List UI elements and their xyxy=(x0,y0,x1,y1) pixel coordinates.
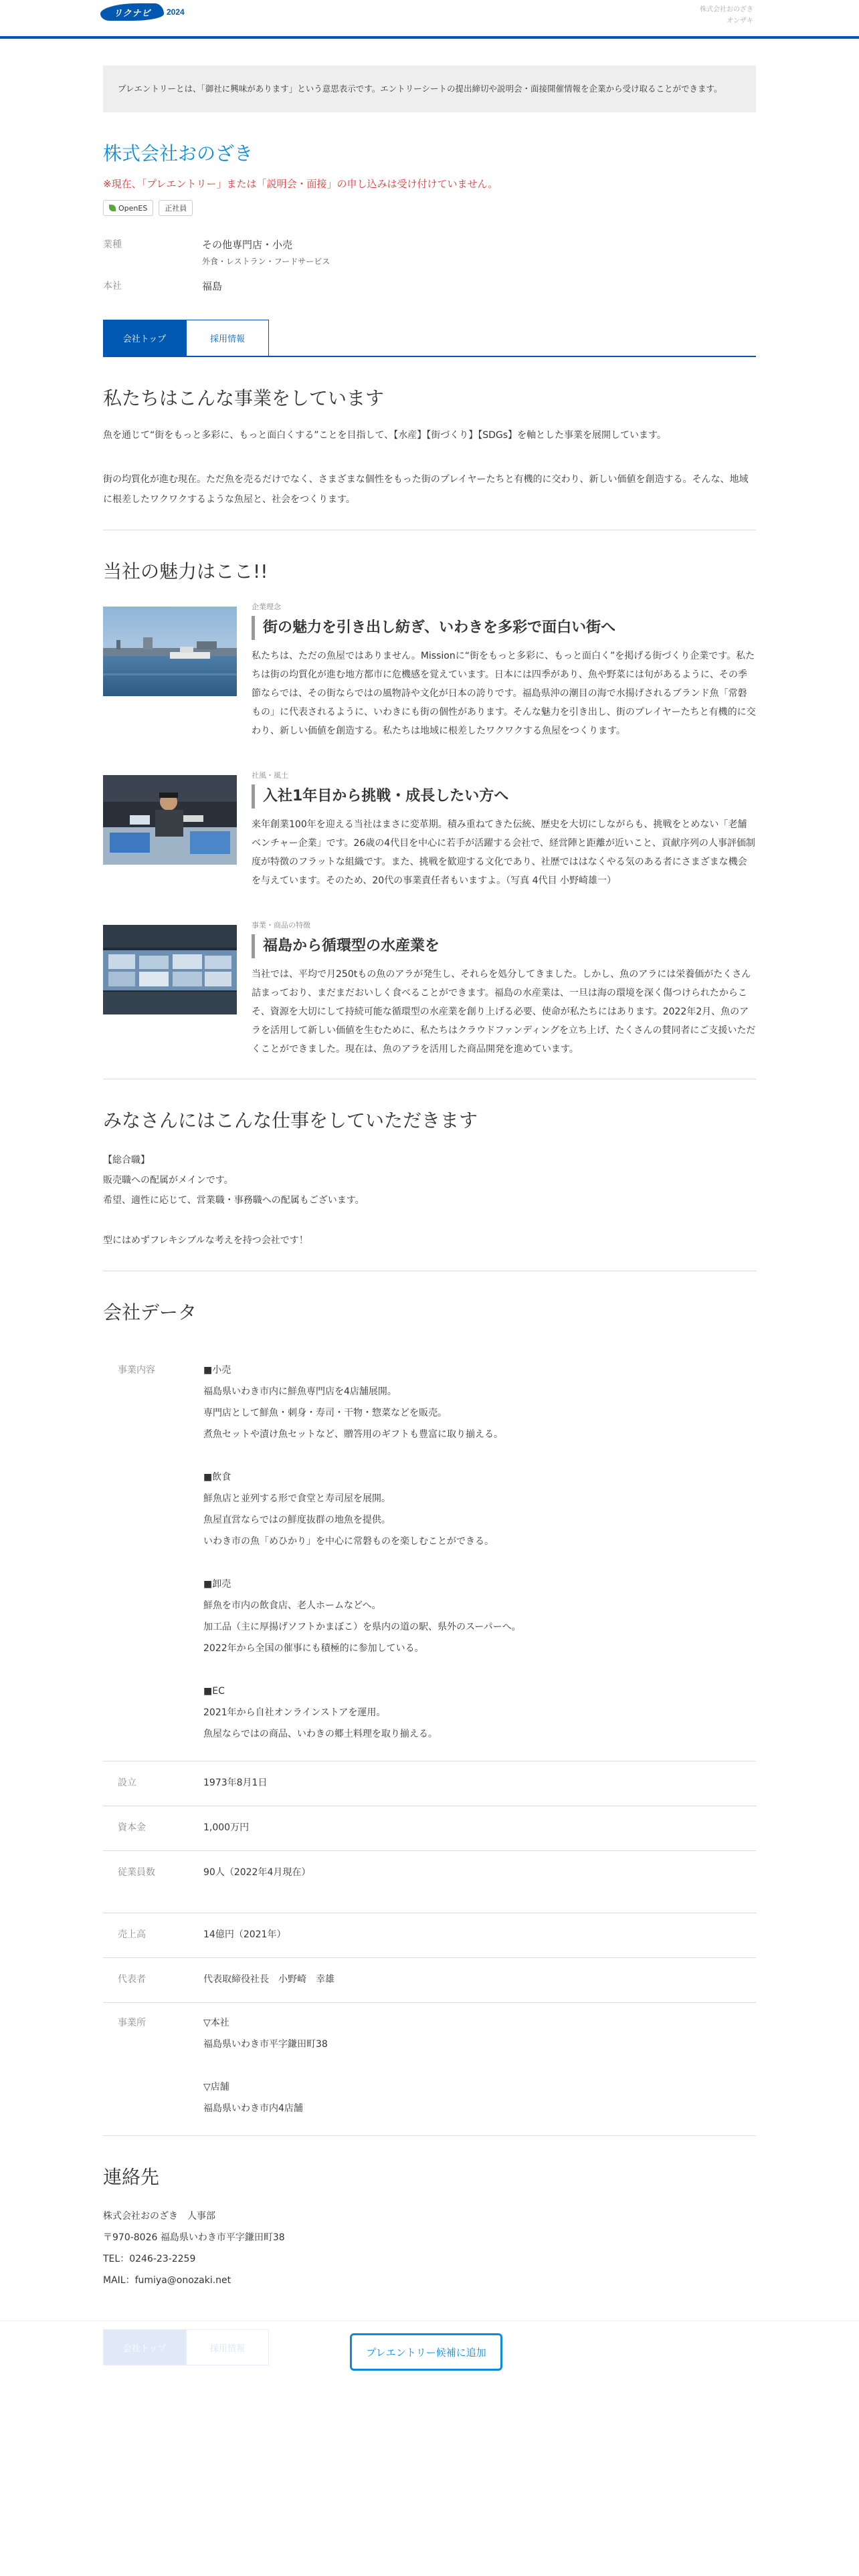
company-data-label: 従業員数 xyxy=(118,1867,155,1878)
tag-openes xyxy=(103,200,153,216)
company-data-value xyxy=(203,2012,756,2119)
company-data-row xyxy=(103,1851,756,1913)
tag-fulltime xyxy=(159,200,193,216)
work-line: 【総合職】 xyxy=(103,1155,150,1166)
charm-category: 事業・商品の特徴 xyxy=(252,921,310,930)
company-data-label: 代表者 xyxy=(118,1974,146,1985)
company-data-value: 90人（2022年4月現在） xyxy=(203,1867,311,1878)
charm-title: 入社1年目から挑戦・成長したい方へ xyxy=(252,784,756,809)
business-paragraph-1: 魚を通じて“街をもっと多彩に、もっと面白くする”ことを目指して、【水産】【街づくり】【SDGs】を軸とした事業を展開しています。 xyxy=(103,430,666,441)
company-data-value: 14億円（2021年） xyxy=(203,1929,286,1940)
business-section xyxy=(103,384,756,510)
company-data-label: 設立 xyxy=(118,1778,136,1788)
pre-entry-notice: プレエントリーとは、「御社に興味があります」という意思表示です。エントリーシートの提出締切や説明会・面接開催情報を企業から受け取ることができます。 xyxy=(103,66,756,112)
data-line: ■EC xyxy=(203,1686,225,1697)
data-line: ▽店舗 xyxy=(203,2082,229,2092)
harbor-photo xyxy=(103,607,237,696)
company-data-value xyxy=(203,1360,756,1745)
work-heading: みなさんにはこんな仕事をしていただきます xyxy=(103,1109,478,1132)
data-line: 魚屋ならではの商品、いわきの郷土料理を取り揃える。 xyxy=(203,1729,438,1739)
data-line: ■卸売 xyxy=(203,1579,231,1590)
data-line: 魚屋直営ならではの鮮度抜群の地魚を提供。 xyxy=(203,1515,391,1525)
charm-category: 企業理念 xyxy=(252,603,281,611)
company-data-section xyxy=(103,1298,756,2136)
spacer xyxy=(203,2055,756,2076)
company-data-label: 事業所 xyxy=(118,2018,146,2028)
contact-line: MAIL：fumiya@onozaki.net xyxy=(103,2275,231,2286)
contact-line: 〒970-8026 福島県いわき市平字鎌田町38 xyxy=(103,2232,285,2243)
data-line: 鮮魚を市内の飲食店、老人ホームなどへ。 xyxy=(203,1600,381,1611)
tag-label: 正社員 xyxy=(165,204,187,213)
industry-label: 業種 xyxy=(103,239,122,250)
data-line: 福島県いわき市内に鮮魚専門店を4店舗展開。 xyxy=(203,1386,397,1397)
data-line: 福島県いわき市内4店舗 xyxy=(203,2103,303,2114)
charm-item xyxy=(103,601,756,740)
company-data-value: 代表取締役社長 小野崎 幸雄 xyxy=(203,1974,335,1985)
company-tags xyxy=(103,200,756,216)
site-header xyxy=(0,0,859,39)
company-data-value: 1,000万円 xyxy=(203,1822,250,1833)
charm-category: 社風・風土 xyxy=(252,771,288,780)
charm-section xyxy=(103,557,756,1059)
company-data-row xyxy=(103,1350,756,1761)
company-name: 株式会社おのざき xyxy=(103,142,254,165)
contact-section xyxy=(103,2163,756,2291)
spacer xyxy=(103,1210,756,1230)
charm-text: 当社では、平均で月250tもの魚のアラが発生し、それらを処分してきました。しかし、魚のアラには栄養価がたくさん詰まっており、まだまだおいしく食べることができます。福島の水産業は、一旦は海の環境を深く傷つけられたからこそ、資源を大切にして持続可能な循環型の水産業を創り上げる必要、使命が私たちにはあります。2022年2月、魚のアラを活用して新しい価値を生むために、私たちはクラウドファンディングを立ち上げ、たくさんの賛同者にご支援いただくことができました。現在は、魚のアラを活用した商品開発を進めています。 xyxy=(252,969,756,1055)
industry-value-wrap xyxy=(202,237,330,267)
data-line: ■小売 xyxy=(203,1365,231,1376)
sticky-footer xyxy=(0,2321,859,2401)
hq-row xyxy=(103,276,756,296)
charm-text: 私たちは、ただの魚屋ではありません。Missionに“街をもっと多彩に、もっと面白く”を掲げる街づくり企業です。私たちは街の均質化が進む地方都市に危機感を覚えています。日本には四季があり、魚や野菜には旬があるように、その季節ならでは、その街ならではの風物詩や文化が日本の誇りです。福島県沖の潮目の海で水揚げされるブランド魚「常磐もの」に代表されるように、いわきにも街の個性があります。そんな魅力を引き出し、街のプレイヤーたちと有機的に交わり、新しい価値を創造する。私たちは地域に根差したワクワクする魚屋をつくります。 xyxy=(252,651,756,736)
charm-title: 福島から循環型の水産業を xyxy=(252,934,756,958)
contact-line: TEL：0246-23-2259 xyxy=(103,2254,196,2264)
header-company-kana: オンザキ xyxy=(727,17,753,25)
work-line: 販売職への配属がメインです。 xyxy=(103,1175,233,1186)
data-line: 専門店として鮮魚・刺身・寿司・干物・惣菜などを販売。 xyxy=(203,1408,447,1418)
charm-body xyxy=(252,770,756,890)
work-section xyxy=(103,1106,756,1251)
company-data-value: 1973年8月1日 xyxy=(203,1778,268,1788)
data-line: いわき市の魚「めひかり」を中心に常磐ものを楽しむことができる。 xyxy=(203,1536,494,1547)
hq-value: 福島 xyxy=(202,280,223,292)
industry-sub: 外食・レストラン・フードサービス xyxy=(202,257,330,266)
fish-products-photo xyxy=(103,925,237,1014)
spacer xyxy=(203,1659,756,1681)
company-data-label: 売上高 xyxy=(118,1929,146,1940)
spacer xyxy=(203,1445,756,1467)
charm-item xyxy=(103,920,756,1059)
data-line: ▽本社 xyxy=(203,2018,229,2028)
company-data-row xyxy=(103,2003,756,2136)
main-content xyxy=(103,66,756,2291)
charm-heading: 当社の魅力はここ!! xyxy=(103,560,268,582)
data-line: 鮮魚店と並列する形で食堂と寿司屋を展開。 xyxy=(203,1493,391,1504)
charm-text: 来年創業100年を迎える当社はまさに変革期。積み重ねてきた伝統、歴史を大切にしながらも、挑戦をとめない「老舗ベンチャー企業」です。26歳の4代目を中心に若手が活躍する会社で、経営陣と距離が近いこと、貢献序列の人事評価制度が特徴のフラットな組織です。また、挑戦を歓迎する文化であり、社歴でははなくやる気のある者にさまざまな機会を与えています。そのため、20代の事業責任者もいますよ。（写真 4代目 小野崎雄一） xyxy=(252,819,755,886)
contact-heading: 連絡先 xyxy=(103,2166,160,2188)
data-line: 2022年から全国の催事にも積極的に参加している。 xyxy=(203,1643,424,1654)
footer-tab-company-top[interactable]: 会社トップ xyxy=(103,2329,186,2365)
business-heading: 私たちはこんな事業をしています xyxy=(103,387,385,409)
company-tabs xyxy=(103,320,756,357)
logo-mark xyxy=(100,3,164,21)
charm-item xyxy=(103,770,756,890)
data-line: 加工品（主に厚揚げソフトかまぼこ）を県内の道の駅、県外のスーパーへ。 xyxy=(203,1622,521,1632)
charm-title: 街の魅力を引き出し紡ぎ、いわきを多彩で面白い街へ xyxy=(252,616,756,640)
staff-photo xyxy=(103,775,237,865)
data-line: 2021年から自社オンラインストアを運用。 xyxy=(203,1707,386,1718)
company-data-label: 資本金 xyxy=(118,1822,146,1833)
company-summary xyxy=(103,235,756,296)
footer-tab-recruit-info[interactable]: 採用情報 xyxy=(186,2329,269,2365)
header-company-name: 株式会社おのざき xyxy=(700,6,753,13)
contact-line: 株式会社おのざき 人事部 xyxy=(103,2211,215,2222)
add-pre-entry-button[interactable]: プレエントリー候補に追加 xyxy=(350,2333,502,2371)
work-line: 希望、適性に応じて、営業職・事務職への配属もございます。 xyxy=(103,1195,365,1206)
logo-year: 2024 xyxy=(167,7,185,17)
company-data-label: 事業内容 xyxy=(118,1365,155,1376)
industry-value: その他専門店・小売 xyxy=(202,239,293,251)
industry-row xyxy=(103,235,756,270)
company-data-row xyxy=(103,1913,756,1958)
contact-details xyxy=(103,2206,756,2291)
entry-closed-alert: ※現在、「プレエントリー」または「説明会・面接」の申し込みは受け付けていません。 xyxy=(103,178,498,190)
company-data-heading: 会社データ xyxy=(103,1301,197,1323)
data-line: 煮魚セットや漬け魚セットなど、贈答用のギフトも豊富に取り揃える。 xyxy=(203,1429,503,1440)
leaf-icon xyxy=(109,205,116,211)
spacer xyxy=(203,1552,756,1574)
data-line: 福島県いわき市平字鎌田町38 xyxy=(203,2039,328,2050)
logo-text: リクナビ xyxy=(113,8,151,19)
hq-label: 本社 xyxy=(103,281,122,292)
work-line: 型にはめずフレキシブルな考えを持つ会社です！ xyxy=(103,1235,308,1246)
company-data-row xyxy=(103,1958,756,2003)
work-description xyxy=(103,1150,756,1251)
footer-ghost-tabs xyxy=(103,2329,269,2365)
company-data-table xyxy=(103,1350,756,2136)
site-logo[interactable] xyxy=(100,3,197,21)
charm-body xyxy=(252,601,756,740)
business-paragraph-2: 街の均質化が進む現在。ただ魚を売るだけでなく、さまざまな個性をもった街のプレイヤーたちと有機的に交わり、新しい価値を創造する。そんな、地域に根差したワクワクするような魚屋と、社会をつくります。 xyxy=(103,474,749,505)
data-line: ■飲食 xyxy=(203,1472,231,1483)
charm-body xyxy=(252,920,756,1059)
header-company-info xyxy=(700,4,753,27)
tab-recruit-info[interactable]: 採用情報 xyxy=(186,320,269,356)
company-data-row xyxy=(103,1761,756,1806)
company-data-row xyxy=(103,1806,756,1851)
tag-label: OpenES xyxy=(118,203,148,213)
tab-company-top[interactable]: 会社トップ xyxy=(103,320,186,356)
